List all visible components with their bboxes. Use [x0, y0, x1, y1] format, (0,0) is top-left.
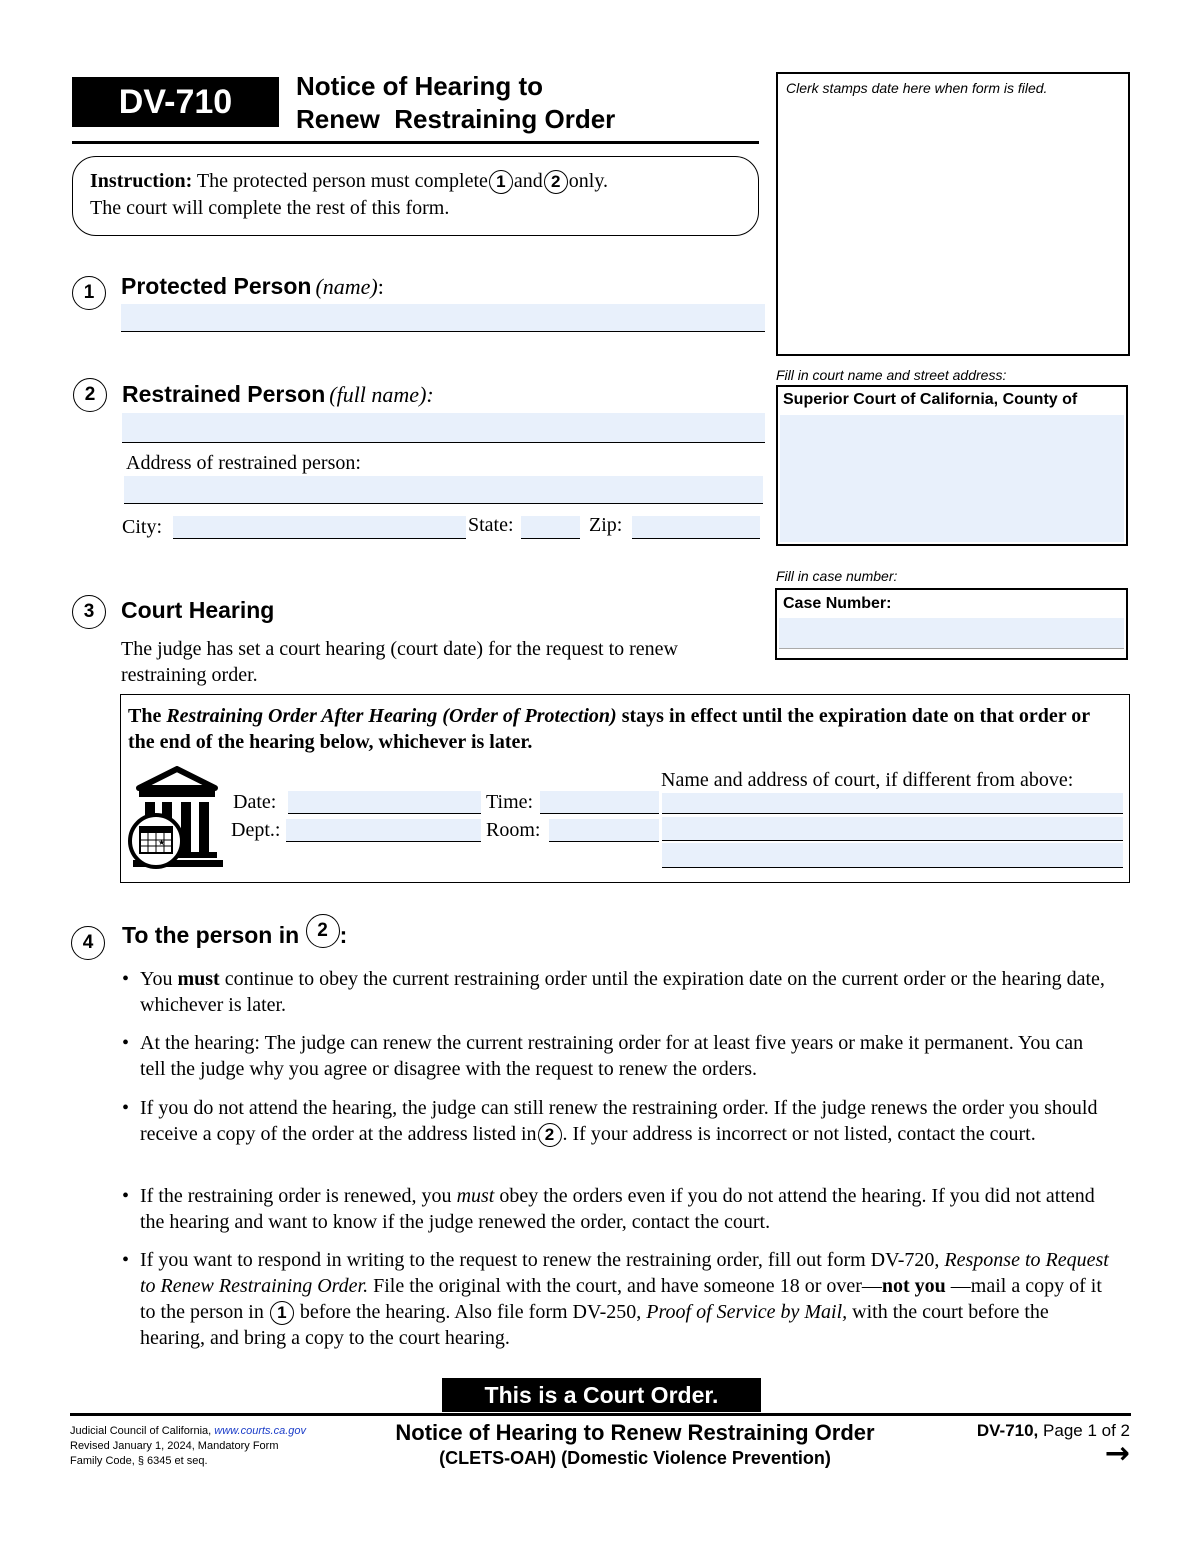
- other-court-label: Name and address of court, if different from above:: [661, 769, 1074, 791]
- footer-left: [70, 1424, 306, 1469]
- section-4-number: 4: [71, 926, 105, 960]
- section-3-number: 3: [72, 595, 106, 629]
- zip-label: Zip:: [589, 514, 623, 536]
- instruction-box: [72, 156, 759, 236]
- instruction-text: The protected person must complete: [196, 170, 488, 192]
- footer-page-number: Page 1 of 2: [1043, 1421, 1130, 1440]
- court-order-banner: This is a Court Order.: [442, 1378, 761, 1412]
- room-field[interactable]: [549, 819, 659, 842]
- court-address-header: Superior Court of California, County of: [783, 391, 1078, 408]
- bullet-5-italic-1: Response to Request to Renew Restraining Order.: [140, 1249, 1109, 1297]
- footer-revised: Revised January 1, 2024, Mandatory Form: [70, 1440, 279, 1452]
- form-title-line1: Notice of Hearing to: [296, 71, 544, 101]
- date-label: Date:: [233, 791, 277, 813]
- instruction-label: Instruction:: [90, 170, 193, 192]
- section-1-title: Protected Person: [121, 273, 312, 299]
- bullet-5-b: File the original with the court, and have someone 18 or over—: [373, 1275, 882, 1297]
- section-4-ref-2-icon: 2: [306, 914, 340, 948]
- svg-text:★: ★: [158, 838, 166, 847]
- footer-rule: [70, 1413, 1131, 1416]
- arrow-right-icon: →: [1104, 1436, 1130, 1471]
- section-4-colon: :: [339, 922, 348, 949]
- hearing-box-order-name: Restraining Order After Hearing (Order of Protection): [166, 705, 617, 727]
- court-address-caption: Fill in court name and street address:: [776, 367, 1007, 383]
- court-address-box: [776, 385, 1128, 546]
- city-label: City:: [122, 516, 163, 538]
- ref-item-1-icon: 1: [489, 170, 513, 194]
- bullet-5-a: If you want to respond in writing to the request to renew the restraining order, fill out form DV-720,: [140, 1249, 940, 1271]
- ref-item-2-icon: 2: [544, 170, 568, 194]
- hearing-box-text: stays in effect until the expiration date on that order or the end of the hearing below, whichever is later.: [128, 705, 1090, 753]
- clerk-stamp-box: [776, 72, 1130, 356]
- bullet-5-ref-1-icon: 1: [270, 1301, 294, 1325]
- section-2-qualifier: (full name):: [329, 382, 434, 407]
- time-label: Time:: [486, 791, 534, 813]
- footer-publisher: Judicial Council of California,: [70, 1425, 212, 1437]
- instruction-and: and: [513, 170, 543, 192]
- hearing-box-the: The: [128, 705, 162, 727]
- instruction-only: only.: [568, 170, 609, 192]
- section-2-number: 2: [73, 378, 107, 412]
- bullet-5-italic-2: Proof of Service by Mail,: [646, 1301, 848, 1323]
- section-1-number: 1: [72, 276, 106, 310]
- section-1-colon: :: [377, 274, 384, 299]
- bullet-5: • If you want to respond in writing to the request to renew the restraining order, fill out form DV-720, Response to Request to Renew Restraining Order. File the original with the court, and have someone 18 or over—not you —mail a copy of it to the person in 1 before the hearing. Also file form DV-250, Proof of Service by Mail, with the court before the hearing, and bring a copy to the court hearing.: [122, 1249, 1109, 1350]
- section-1-qualifier: (name): [315, 274, 378, 299]
- footer-code: Family Code, § 6345 et seq.: [70, 1455, 208, 1467]
- bullet-4-b: obey the orders even if you do not attend the hearing. If you did not attend the hearing and want to know if the judge renewed the order, contact the court.: [140, 1185, 1095, 1233]
- bullet-5-c: —mail a copy of it to the person in: [140, 1275, 1102, 1323]
- bullet-4-italic: must: [456, 1185, 495, 1207]
- bullet-3: • If you do not attend the hearing, the judge can still renew the restraining order. If the judge renews the order you should receive a copy of the order at the address listed in 2 . If your address is incorrect or not listed, contact the court.: [122, 1095, 1112, 1147]
- bullet-5-bold: not you: [881, 1275, 946, 1297]
- zip-field[interactable]: [632, 516, 760, 539]
- state-field[interactable]: [521, 516, 580, 539]
- section-4-title: To the person in: [122, 922, 300, 949]
- other-court-line-1[interactable]: [662, 793, 1123, 814]
- restrained-person-name-field[interactable]: [122, 413, 765, 443]
- clerk-stamp-label: Clerk stamps date here when form is filed.: [786, 80, 1048, 96]
- bullet-1-b: continue to obey the current restraining order until the expiration date on the current order or the hearing date, whichever is later.: [140, 968, 1105, 1016]
- footer-subtitle: (CLETS-OAH) (Domestic Violence Prevention): [439, 1448, 831, 1468]
- footer-form-number: DV-710,: [976, 1421, 1039, 1440]
- form-title: [296, 70, 615, 136]
- dept-label: Dept.:: [231, 819, 281, 841]
- courthouse-calendar-icon: [125, 766, 225, 870]
- bullet-3-ref-2-icon: 2: [538, 1123, 562, 1147]
- protected-person-name-field[interactable]: [121, 304, 765, 332]
- time-field[interactable]: [540, 791, 659, 814]
- bullet-1: • You must continue to obey the current restraining order until the expiration date on the current order or the hearing date, whichever is later.: [122, 968, 1105, 1016]
- bullet-5-d: before the hearing. Also file form DV-250,: [299, 1301, 642, 1323]
- form-title-line2: Renew Restraining Order: [296, 104, 616, 134]
- form-number-badge: DV-710: [72, 77, 279, 127]
- case-number-caption: Fill in case number:: [776, 568, 898, 584]
- bullet-2-text: At the hearing: The judge can renew the current restraining order for at least five years or make it permanent. You can tell the judge why you agree or disagree with the request to renew the orders.: [140, 1032, 1084, 1080]
- section-3-title: Court Hearing: [121, 597, 275, 623]
- bullet-5-e: with the court before the hearing, and bring a copy to the court hearing.: [140, 1301, 1049, 1350]
- footer-title: Notice of Hearing to Renew Restraining Order: [395, 1420, 875, 1445]
- bullet-1-a: You: [140, 968, 173, 990]
- case-number-header: Case Number:: [783, 595, 892, 612]
- other-court-line-3[interactable]: [662, 843, 1123, 868]
- section-2-title: Restrained Person: [122, 381, 326, 407]
- bullet-4: • If the restraining order is renewed, you must obey the orders even if you do not attend the hearing. If you did not attend the hearing and want to know if the judge renewed the order, contact the court.: [122, 1185, 1095, 1233]
- bullet-3-a: If you do not attend the hearing, the judge can still renew the restraining order. If the judge renews the order you should receive a copy of the order at the address listed in: [140, 1097, 1098, 1145]
- room-label: Room:: [486, 819, 541, 841]
- case-number-box: [775, 588, 1128, 660]
- city-field[interactable]: [173, 516, 466, 539]
- state-label: State:: [468, 514, 514, 536]
- bullet-2: • At the hearing: The judge can renew the current restraining order for at least five years or make it permanent. You can tell the judge why you agree or disagree with the request to renew the orders.: [122, 1030, 1112, 1082]
- bullet-4-a: If the restraining order is renewed, you: [140, 1185, 452, 1207]
- hearing-box: [120, 694, 1130, 883]
- restrained-address-label: Address of restrained person:: [126, 452, 361, 474]
- date-field[interactable]: [288, 791, 481, 814]
- other-court-line-2[interactable]: [662, 817, 1123, 841]
- section-3-intro: The judge has set a court hearing (court date) for the request to renew restraining order.: [121, 638, 678, 686]
- bullet-1-bold: must: [177, 968, 220, 990]
- dept-field[interactable]: [286, 819, 481, 842]
- court-address-field[interactable]: [780, 415, 1124, 542]
- restrained-address-field[interactable]: [124, 476, 763, 504]
- footer-courts-link[interactable]: www.courts.ca.gov: [214, 1425, 306, 1437]
- header-rule: [72, 141, 759, 144]
- instruction-line2: The court will complete the rest of this form.: [90, 197, 450, 219]
- case-number-field[interactable]: [779, 618, 1124, 649]
- bullet-3-b: . If your address is incorrect or not listed, contact the court.: [562, 1123, 1036, 1145]
